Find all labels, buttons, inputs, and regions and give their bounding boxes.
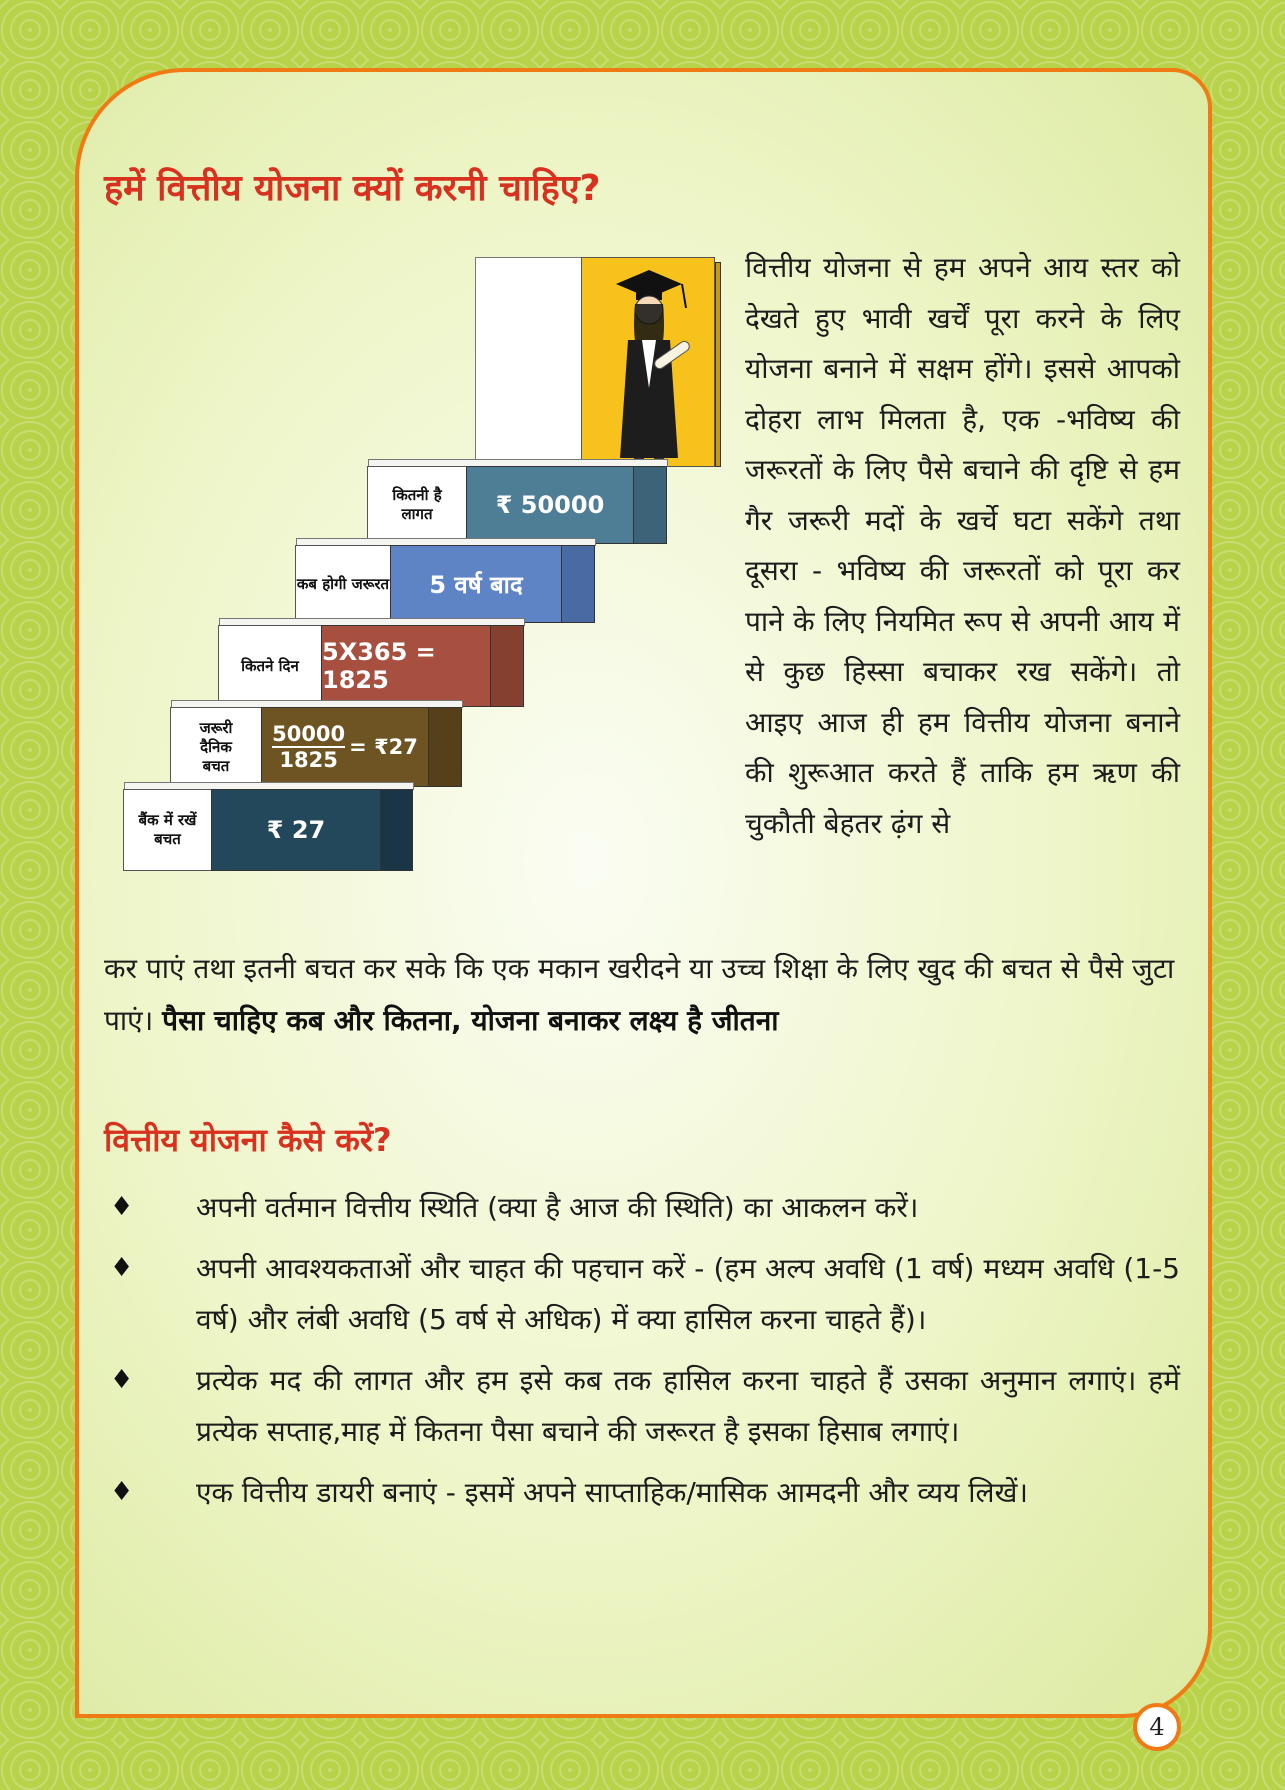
step-daily-value (261, 707, 429, 787)
step-when-side (561, 545, 595, 623)
list-item-text: एक वित्तीय डायरी बनाएं - इसमें अपने साप्ताहिक/मासिक आमदनी और व्यय लिखें। (196, 1476, 1029, 1509)
diamond-bullet-icon: ♦ (110, 1477, 134, 1507)
daily-result: = ₹27 (349, 735, 418, 759)
step-bank-side (380, 789, 413, 871)
step-cost-value: ₹ 50000 (466, 466, 634, 544)
list-item-text: अपनी आवश्यकताओं और चाहत की पहचान करें - (हम अल्प अवधि (1 वर्ष) मध्यम अवधि (1-5 वर्ष) और लंबी अवधि (5 वर्ष से अधिक) में क्या हासिल करना चाहते हैं)। (196, 1252, 1180, 1336)
step-cost-side (633, 466, 667, 544)
page-number: 4 (1133, 1703, 1181, 1751)
heading-how-financial-planning: वित्तीय योजना कैसे करें? (104, 1121, 392, 1159)
list-item-text: प्रत्येक मद की लागत और हम इसे कब तक हासिल करना चाहते हैं उसका अनुमान लगाएं। हमें प्रत्येक सप्ताह,माह में कितना पैसा बचाने की जरूरत है इसका हिसाब लगाएं। (196, 1364, 1180, 1448)
heading-why-financial-planning: हमें वित्तीय योजना क्यों करनी चाहिए? (104, 168, 601, 209)
diamond-bullet-icon: ♦ (110, 1253, 134, 1283)
step-bank-label: बैंक में रखें बचत (123, 789, 212, 871)
graduate-panel-side (715, 262, 721, 467)
list-item (104, 1182, 1180, 1233)
planning-steps-list (104, 1182, 1180, 1528)
diamond-bullet-icon: ♦ (110, 1192, 134, 1222)
step-daily-side (428, 707, 462, 787)
paragraph-full-width-text: कर पाएं तथा इतनी बचत कर सके कि एक मकान खरीदने या उच्च शिक्षा के लिए खुद की बचत से पैसे जुटा पाएं। (104, 952, 1175, 1037)
diamond-bullet-icon: ♦ (110, 1365, 134, 1395)
list-item (104, 1467, 1180, 1518)
graduate-figure (582, 258, 716, 468)
slogan-bold: पैसा चाहिए कब और कितना, योजना बनाकर लक्ष्य है जीतना (162, 1004, 779, 1037)
list-item (104, 1243, 1180, 1345)
step-bank-value: ₹ 27 (211, 789, 381, 871)
step-days-side (490, 625, 524, 707)
daily-fraction (272, 722, 345, 772)
step-when-label: कब होगी जरूरत (295, 545, 391, 623)
paragraph-full-width (104, 943, 1180, 1047)
daily-numerator: 50000 (272, 722, 346, 746)
list-item (104, 1355, 1180, 1457)
step-days-value: 5X365 = 1825 (321, 625, 491, 707)
step-daily-label: जरूरी दैनिक बचत (170, 707, 262, 787)
daily-denominator: 1825 (279, 748, 338, 772)
graduate-panel (581, 257, 715, 467)
step-when-value: 5 वर्ष बाद (390, 545, 562, 623)
top-white-box (475, 257, 583, 467)
list-item-text: अपनी वर्तमान वित्तीय स्थिति (क्या है आज की स्थिति) का आकलन करें। (196, 1191, 919, 1224)
step-cost-label: कितनी है लागत (367, 466, 467, 544)
paragraph-right-column: वित्तीय योजना से हम अपने आय स्तर को देखते हुए भावी खर्चें पूरा करने के लिए योजना बनाने में सक्षम होंगे। इससे आपको दोहरा लाभ मिलता है, एक -भविष्य की जरूरतों के लिए पैसे बचाने की दृष्टि से हम गैर जरूरी मदों के खर्चे घटा सकेंगे तथा दूसरा - भविष्य की जरूरतों को पूरा कर पाने के लिए नियमित रूप से अपनी आय में से कुछ हिस्सा बचाकर रख सकेंगे। तो आइए आज ही हम वित्तीय योजना बनाने की शुरूआत करते हैं ताकि हम ऋण की चुकौती बेहतर ढ़ंग से (745, 251, 1180, 840)
step-days-label: कितने दिन (218, 625, 322, 707)
